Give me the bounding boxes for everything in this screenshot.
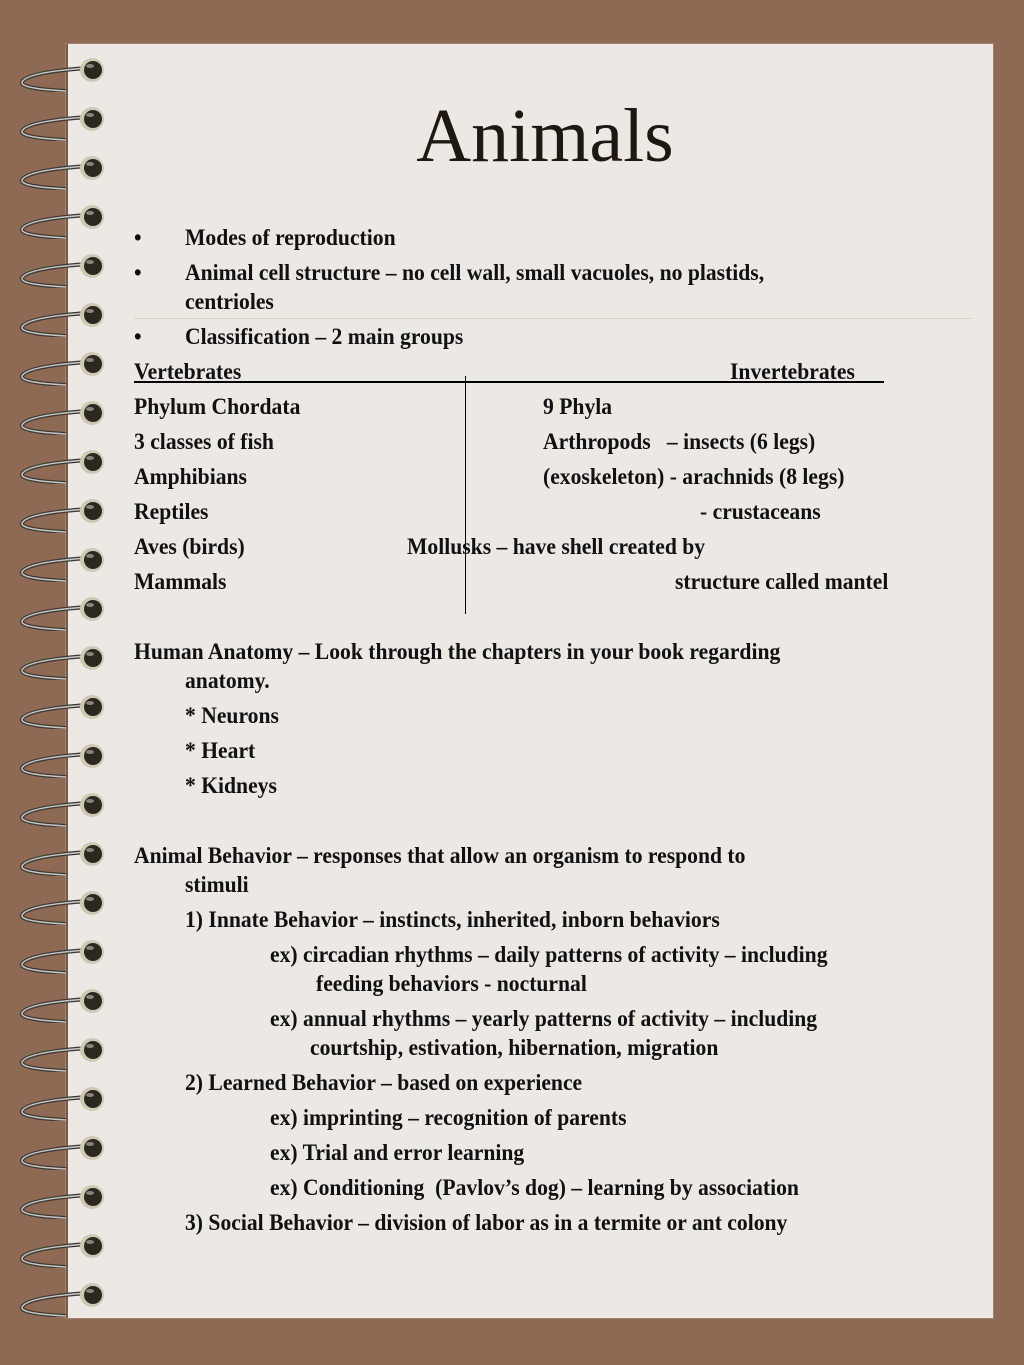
- anatomy-item: * Kidneys: [185, 773, 277, 798]
- spiral-ring-icon: [18, 52, 110, 92]
- behavior-example: ex) annual rhythms – yearly patterns of activity – including: [270, 1006, 818, 1031]
- vertebrate-item: Aves (birds): [134, 534, 245, 559]
- bullet-item-cont: centrioles: [185, 289, 274, 314]
- invertebrate-item: Mollusks – have shell created by: [407, 534, 706, 559]
- behavior-item: 1) Innate Behavior – instincts, inherited, inborn behaviors: [185, 907, 720, 932]
- behavior-example: ex) Trial and error learning: [270, 1140, 525, 1165]
- bullet-item: Animal cell structure – no cell wall, small vacuoles, no plastids,: [185, 260, 765, 285]
- spiral-ring-icon: [18, 738, 110, 778]
- behavior-example: ex) imprinting – recognition of parents: [270, 1105, 627, 1130]
- spiral-ring-icon: [18, 787, 110, 827]
- spiral-ring-icon: [18, 248, 110, 288]
- anatomy-item: * Heart: [185, 738, 256, 763]
- spiral-ring-icon: [18, 591, 110, 631]
- anatomy-heading-cont: anatomy.: [185, 668, 270, 693]
- anatomy-heading: Human Anatomy – Look through the chapters in your book regarding: [134, 639, 781, 664]
- invertebrate-item: structure called mantel: [675, 569, 889, 594]
- behavior-example-cont: feeding behaviors - nocturnal: [316, 971, 587, 996]
- invertebrates-header: Invertebrates: [730, 359, 855, 384]
- invertebrate-item: (exoskeleton) - arachnids (8 legs): [543, 464, 845, 489]
- anatomy-item: * Neurons: [185, 703, 279, 728]
- invertebrate-item: 9 Phyla: [543, 394, 613, 419]
- spiral-ring-icon: [18, 395, 110, 435]
- table-column-rule: [465, 376, 466, 614]
- spiral-ring-icon: [18, 640, 110, 680]
- behavior-example-cont: courtship, estivation, hibernation, migration: [310, 1035, 719, 1060]
- spiral-ring-icon: [18, 885, 110, 925]
- behavior-example: ex) circadian rhythms – daily patterns of activity – including: [270, 942, 828, 967]
- bullet-icon: •: [134, 260, 142, 285]
- spiral-ring-icon: [18, 1130, 110, 1170]
- spiral-ring-icon: [18, 1277, 110, 1317]
- vertebrate-item: Amphibians: [134, 464, 247, 489]
- spiral-ring-icon: [18, 836, 110, 876]
- spiral-ring-icon: [18, 983, 110, 1023]
- bullet-item: Modes of reproduction: [185, 225, 396, 250]
- invertebrate-item: Arthropods – insects (6 legs): [543, 429, 816, 454]
- spiral-ring-icon: [18, 1228, 110, 1268]
- behavior-heading-cont: stimuli: [185, 872, 249, 897]
- behavior-item: 3) Social Behavior – division of labor as in a termite or ant colony: [185, 1210, 788, 1235]
- spiral-ring-icon: [18, 689, 110, 729]
- bullet-icon: •: [134, 324, 142, 349]
- spiral-ring-icon: [18, 297, 110, 337]
- behavior-heading: Animal Behavior – responses that allow an organism to respond to: [134, 843, 746, 868]
- invertebrate-item: - crustaceans: [700, 499, 821, 524]
- behavior-example: ex) Conditioning (Pavlov’s dog) – learning by association: [270, 1175, 799, 1200]
- behavior-item: 2) Learned Behavior – based on experience: [185, 1070, 583, 1095]
- spiral-ring-icon: [18, 444, 110, 484]
- spiral-ring-icon: [18, 199, 110, 239]
- spiral-ring-icon: [18, 1032, 110, 1072]
- spiral-ring-icon: [18, 346, 110, 386]
- spiral-ring-icon: [18, 1081, 110, 1121]
- divider: [134, 318, 972, 319]
- vertebrate-item: 3 classes of fish: [134, 429, 274, 454]
- vertebrates-header: Vertebrates: [134, 359, 242, 384]
- vertebrate-item: Phylum Chordata: [134, 394, 301, 419]
- vertebrate-item: Mammals: [134, 569, 227, 594]
- spiral-ring-icon: [18, 542, 110, 582]
- page-title: Animals: [416, 94, 674, 178]
- bullet-icon: •: [134, 225, 142, 250]
- spiral-ring-icon: [18, 934, 110, 974]
- bullet-item: Classification – 2 main groups: [185, 324, 464, 349]
- spiral-ring-icon: [18, 493, 110, 533]
- spiral-ring-icon: [18, 1179, 110, 1219]
- vertebrate-item: Reptiles: [134, 499, 209, 524]
